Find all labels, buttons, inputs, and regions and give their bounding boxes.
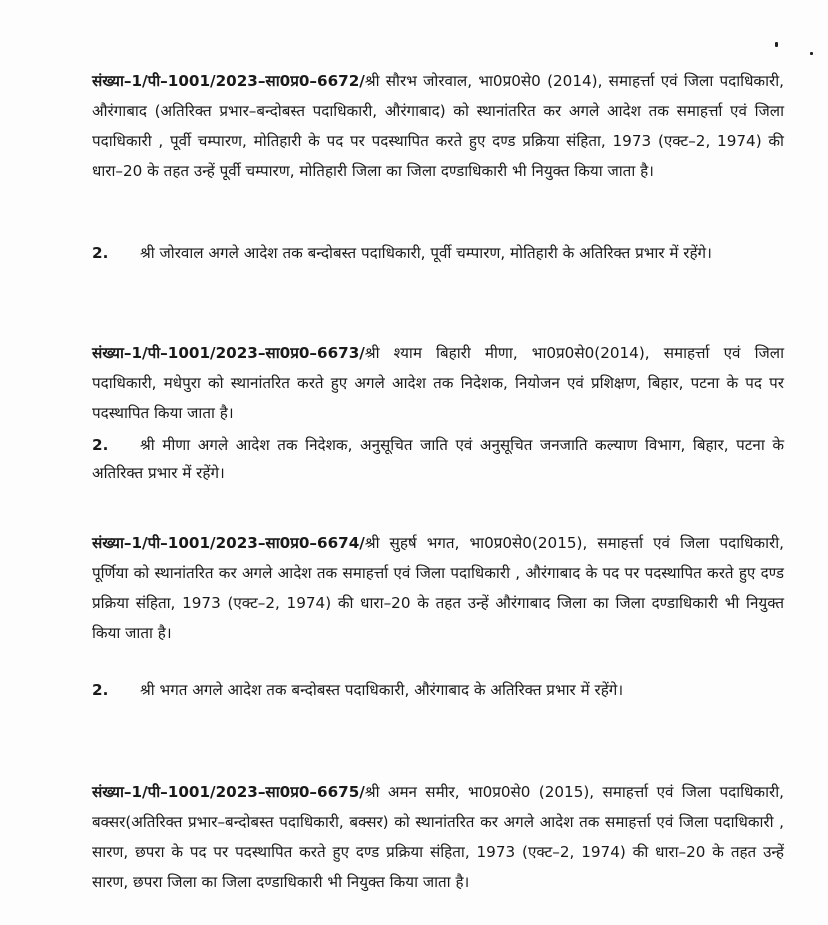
subclause-text: श्री भगत अगले आदेश तक बन्दोबस्त पदाधिकारी, औरंगाबाद के अतिरिक्त प्रभार में रहेंगे। (140, 681, 624, 699)
order-body: श्री सुहर्ष भगत, भा0प्र0से0(2015), समाहर्त्ता एवं जिला पदाधिकारी, पूर्णिया को स्थानांतरित कर अगले आदेश तक समाहर्त्ता एवं जिला पदाधिकारी , औरंगाबाद के पद पर पदस्थापित करते हुए दण्ड प्रक्रिया संहिता, 1973 (एक्ट–2, 1974) की धारा–20 के तहत उन्हें औरंगाबाद जिला का जिला दण्डाधिकारी भी नियुक्त किया जाता है। (92, 534, 784, 642)
subclause-text: श्री जोरवाल अगले आदेश तक बन्दोबस्त पदाधिकारी, पूर्वी चम्पारण, मोतिहारी के अतिरिक्त प्रभार में रहेंगे। (140, 244, 712, 262)
scan-speck (775, 42, 778, 47)
order-body: श्री सौरभ जोरवाल, भा0प्र0से0 (2014), समाहर्त्ता एवं जिला पदाधिकारी, औरंगाबाद (अतिरिक्त प्रभार–बन्दोबस्त पदाधिकारी, औरंगाबाद) को स्थानांतरित कर अगले आदेश तक समाहर्त्ता एवं जिला पदाधिकारी , पूर्वी चम्पारण, मोतिहारी के पद पर पदस्थापित करते हुए दण्ड प्रक्रिया संहिता, 1973 (एक्ट–2, 1974) की धारा–20 के तहत उन्हें पूर्वी चम्पारण, मोतिहारी जिला का जिला दण्डाधिकारी भी नियुक्त किया जाता है। (92, 72, 784, 180)
order-paragraph-6673 (92, 338, 784, 428)
subclause-number: 2. (92, 244, 109, 262)
order-body: श्री श्याम बिहारी मीणा, भा0प्र0से0(2014), समाहर्त्ता एवं जिला पदाधिकारी, मधेपुरा को स्थानांतरित करते हुए अगले आदेश तक निदेशक, नियोजन एवं प्रशिक्षण, बिहार, पटना के पद पर पदस्थापित किया जाता है। (92, 344, 784, 422)
order-paragraph-6675 (92, 777, 784, 897)
subclause-text: श्री मीणा अगले आदेश तक निदेशक, अनुसूचित जाति एवं अनुसूचित जनजाति कल्याण विभाग, बिहार, पटना के अतिरिक्त प्रभार में रहेंगे। (92, 436, 784, 482)
order-text (92, 338, 784, 428)
order-reference-number: संख्या–1/पी–1001/2023–सा0प्र0–6672/ (92, 72, 365, 90)
order-paragraph-6674 (92, 528, 784, 648)
order-reference-number: संख्या–1/पी–1001/2023–सा0प्र0–6674/ (92, 534, 365, 552)
order-reference-number: संख्या–1/पी–1001/2023–सा0प्र0–6675/ (92, 783, 365, 801)
order-text (92, 528, 784, 648)
order-text (92, 66, 784, 186)
order-subclause-6674 (92, 676, 784, 704)
order-text (92, 777, 784, 897)
order-subclause-6672 (92, 239, 784, 267)
order-subclause-6673 (92, 431, 784, 487)
scan-speck (810, 52, 813, 55)
order-paragraph-6672 (92, 66, 784, 186)
order-body: श्री अमन समीर, भा0प्र0से0 (2015), समाहर्त्ता एवं जिला पदाधिकारी, बक्सर(अतिरिक्त प्रभार–बन्दोबस्त पदाधिकारी, बक्सर) को स्थानांतरित कर अगले आदेश तक समाहर्त्ता एवं जिला पदाधिकारी , सारण, छपरा के पद पर पदस्थापित करते हुए दण्ड प्रक्रिया संहिता, 1973 (एक्ट–2, 1974) की धारा–20 के तहत उन्हें सारण, छपरा जिला का जिला दण्डाधिकारी भी नियुक्त किया जाता है। (92, 783, 784, 891)
subclause-number: 2. (92, 436, 109, 454)
order-reference-number: संख्या–1/पी–1001/2023–सा0प्र0–6673/ (92, 344, 365, 362)
subclause-number: 2. (92, 681, 109, 699)
